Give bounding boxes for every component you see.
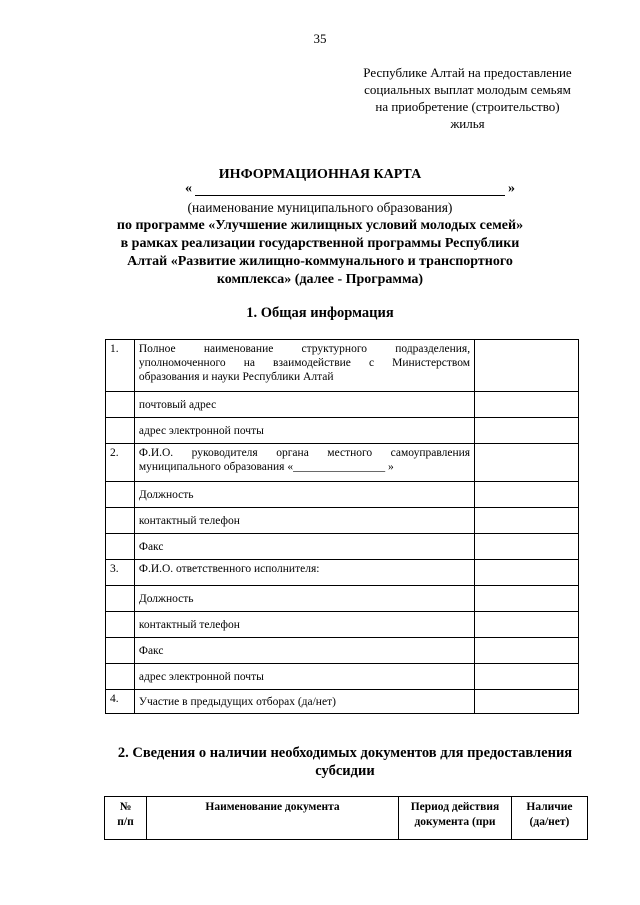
header-line: (да/нет) bbox=[529, 816, 570, 828]
municipality-blank-line bbox=[185, 181, 515, 199]
documents-table bbox=[104, 796, 588, 840]
table-row bbox=[106, 508, 579, 534]
row-label: адрес электронной почты bbox=[134, 664, 474, 690]
row-label: контактный телефон bbox=[134, 508, 474, 534]
row-label: Должность bbox=[134, 482, 474, 508]
open-quote: « bbox=[185, 181, 192, 196]
section2-title bbox=[100, 744, 590, 780]
table-row bbox=[106, 638, 579, 664]
row-number bbox=[106, 534, 135, 560]
column-header-number bbox=[105, 797, 147, 840]
row-value-cell[interactable] bbox=[475, 340, 579, 392]
table-header-row bbox=[105, 797, 588, 840]
row-label: адрес электронной почты bbox=[134, 418, 474, 444]
row-label: Полное наименование структурного подразделения, уполномоченного на взаимодействие с Министерством образования и науки Республики Алтай bbox=[134, 340, 474, 392]
column-header-validity-period bbox=[399, 797, 512, 840]
row-value-cell[interactable] bbox=[475, 612, 579, 638]
section1-title: 1. Общая информация bbox=[246, 305, 394, 321]
table-row bbox=[106, 664, 579, 690]
blank-underline bbox=[195, 195, 505, 196]
municipality-caption: (наименование муниципального образования) bbox=[187, 200, 453, 215]
row-label: Должность bbox=[134, 586, 474, 612]
document-title: ИНФОРМАЦИОННАЯ КАРТА bbox=[218, 167, 422, 182]
row-number bbox=[106, 418, 135, 444]
row-number: 2. bbox=[106, 444, 135, 482]
row-value-cell[interactable] bbox=[475, 560, 579, 586]
row-value-cell[interactable] bbox=[475, 418, 579, 444]
table-row bbox=[106, 612, 579, 638]
row-number bbox=[106, 664, 135, 690]
general-info-table bbox=[105, 339, 579, 714]
row-value-cell[interactable] bbox=[475, 392, 579, 418]
row-value-cell[interactable] bbox=[475, 586, 579, 612]
header-line: Период действия bbox=[410, 801, 500, 813]
table-row bbox=[106, 392, 579, 418]
row-number: 1. bbox=[106, 340, 135, 392]
column-header-document-name: Наименование документа bbox=[147, 797, 399, 840]
row-label: Ф.И.О. ответственного исполнителя: bbox=[134, 560, 474, 586]
table-row bbox=[106, 340, 579, 392]
row-number bbox=[106, 638, 135, 664]
program-line: в рамках реализации государственной программы Республики bbox=[120, 236, 520, 251]
header-line: № bbox=[119, 801, 132, 813]
table-row bbox=[106, 560, 579, 586]
row-number bbox=[106, 586, 135, 612]
row-label: Факс bbox=[134, 638, 474, 664]
header-line: жилья bbox=[450, 116, 485, 131]
row-value-cell[interactable] bbox=[475, 638, 579, 664]
row-value-cell[interactable] bbox=[475, 508, 579, 534]
program-line: по программе «Улучшение жилищных условий молодых семей» bbox=[116, 218, 524, 233]
row-number bbox=[106, 482, 135, 508]
page-number: 35 bbox=[313, 31, 327, 46]
table-row bbox=[106, 482, 579, 508]
row-value-cell[interactable] bbox=[475, 444, 579, 482]
row-value-cell[interactable] bbox=[475, 664, 579, 690]
row-label: Ф.И.О. руководителя органа местного самоуправления муниципального образования «________________ » bbox=[134, 444, 474, 482]
header-line: п/п bbox=[117, 816, 134, 828]
table-row bbox=[106, 444, 579, 482]
row-number bbox=[106, 612, 135, 638]
program-line: Алтай «Развитие жилищно-коммунального и транспортного bbox=[127, 254, 513, 269]
program-description bbox=[110, 217, 530, 289]
row-label: Участие в предыдущих отборах (да/нет) bbox=[134, 690, 474, 714]
row-number: 4. bbox=[106, 690, 135, 714]
program-line: комплекса» (далее - Программа) bbox=[216, 272, 424, 287]
section2-title-line: 2. Сведения о наличии необходимых документов для предоставления bbox=[117, 745, 573, 761]
header-line: на приобретение (строительство) bbox=[375, 99, 560, 114]
table-row bbox=[106, 586, 579, 612]
header-line: социальных выплат молодым семьям bbox=[364, 82, 571, 97]
header-line: Республике Алтай на предоставление bbox=[363, 65, 572, 80]
row-label: контактный телефон bbox=[134, 612, 474, 638]
row-label: Факс bbox=[134, 534, 474, 560]
row-number bbox=[106, 392, 135, 418]
table-row bbox=[106, 418, 579, 444]
header-line: Наличие bbox=[526, 801, 573, 813]
table-row bbox=[106, 534, 579, 560]
column-header-presence bbox=[511, 797, 587, 840]
row-number: 3. bbox=[106, 560, 135, 586]
header-right-block bbox=[330, 64, 605, 132]
row-value-cell[interactable] bbox=[475, 690, 579, 714]
close-quote: » bbox=[508, 181, 515, 196]
row-label: почтовый адрес bbox=[134, 392, 474, 418]
header-line: документа (при bbox=[414, 816, 496, 828]
table-row bbox=[106, 690, 579, 714]
row-value-cell[interactable] bbox=[475, 482, 579, 508]
row-value-cell[interactable] bbox=[475, 534, 579, 560]
section2-title-line: субсидии bbox=[315, 763, 375, 779]
row-number bbox=[106, 508, 135, 534]
